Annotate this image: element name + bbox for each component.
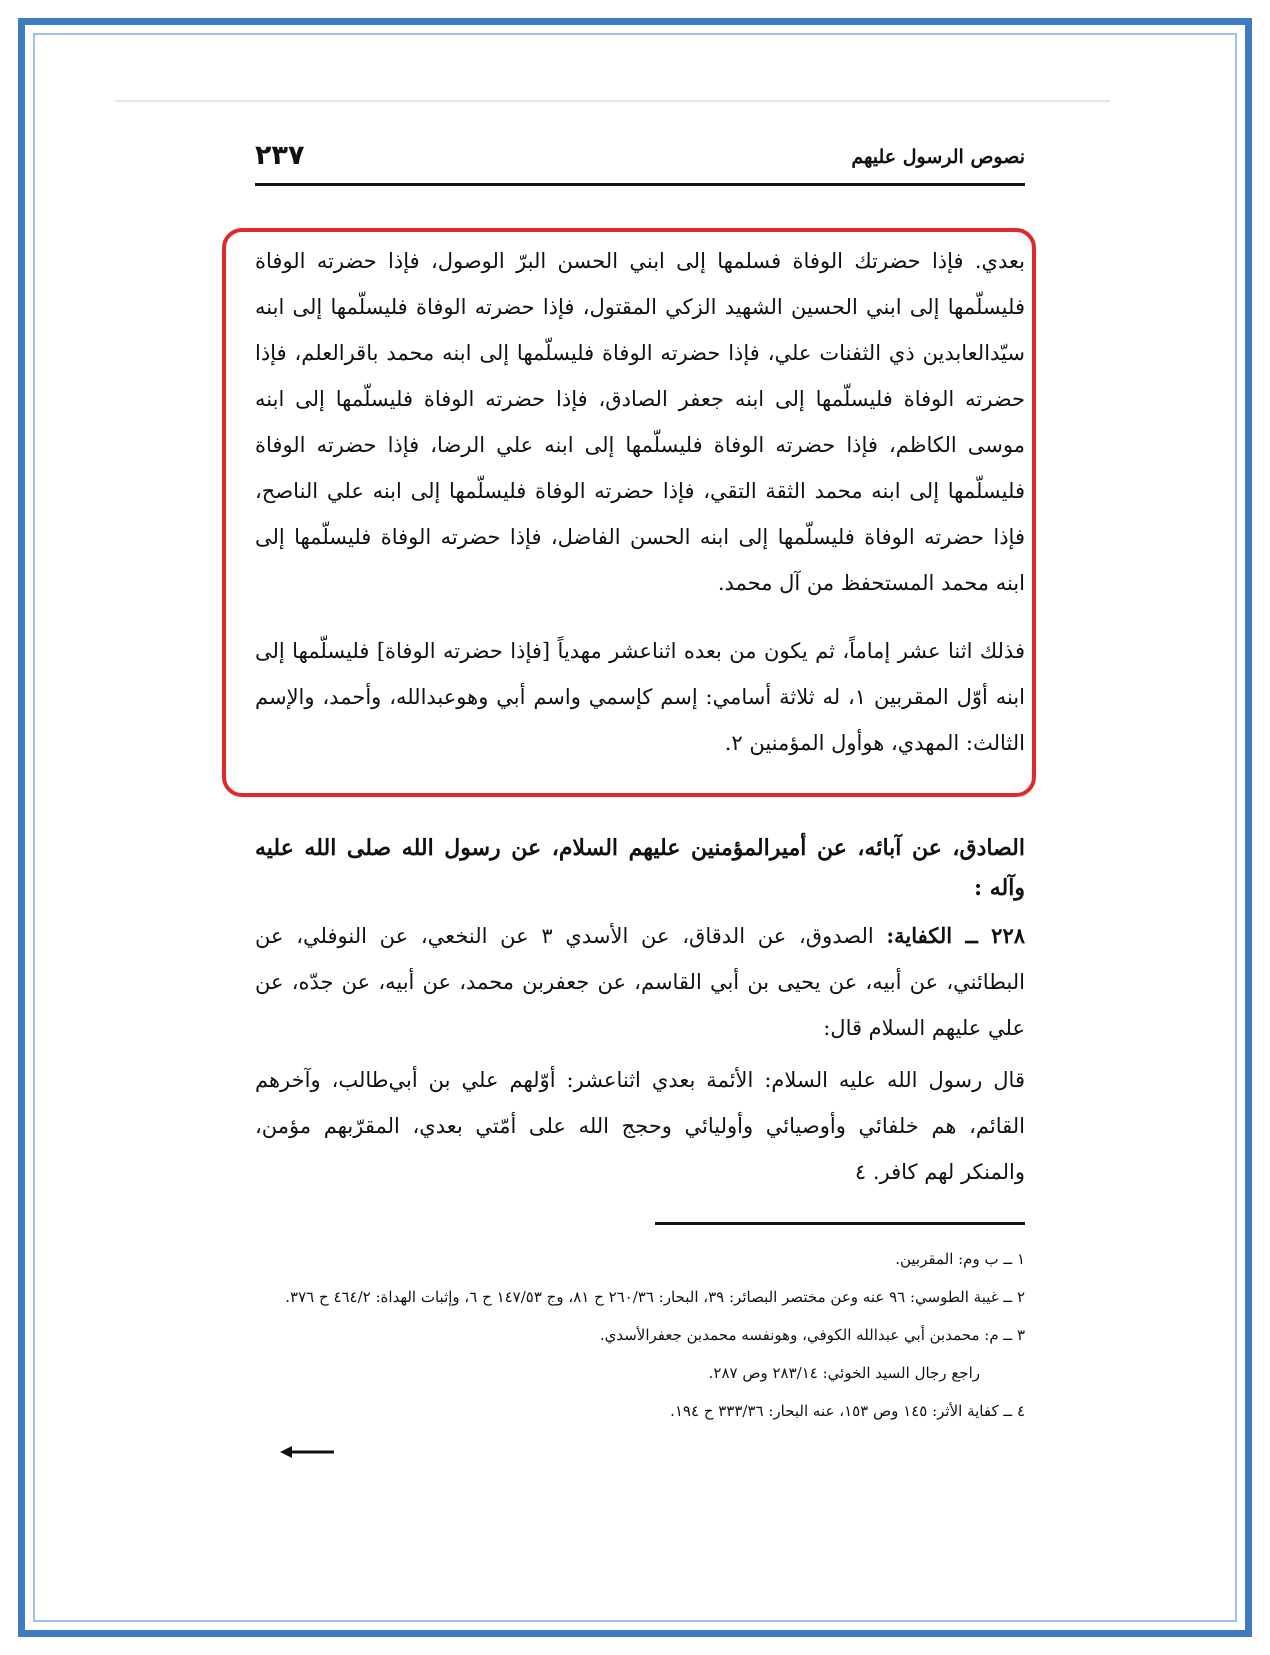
footnote-rule — [655, 1222, 1025, 1225]
footnote-4: ٤ ــ كفاية الأثر: ١٤٥ وص ١٥٣، عنه البحار: ٣٣٣/٣٦ ح ١٩٤. — [670, 1402, 1025, 1420]
hadith-isnad-text: الصدوق، عن الدقاق، عن الأسدي ٣ عن النخعي، عن النوفلي، عن البطائني، عن أبيه، عن يحيى بن أبي القاسم، عن جعفربن محمد، عن أبيه، عن جدّه، عن علي عليهم السلام قال: — [255, 924, 1025, 1040]
running-title: نصوص الرسول عليهم — [851, 146, 1025, 168]
footnote-1: ١ ــ ب وم: المقربين. — [895, 1250, 1025, 1268]
highlighted-paragraph-2: فذلك اثنا عشر إماماً، ثم يكون من بعده اثناعشر مهدياً [فإذا حضرته الوفاة] فليسلّمها إلى ابنه أوّل المقربين ١، له ثلاثة أسامي: إسم كإسمي واسم أبي وهوعبدالله، وأحمد، والإسم الثالث: المهدي، هوأول المؤمنين ٢. — [255, 639, 1025, 755]
chain-heading: الصادق، عن آبائه، عن أميرالمؤمنين عليهم السلام، عن رسول الله صلى الله عليه وآله : — [255, 835, 1025, 901]
arrow-left-icon[interactable] — [280, 1444, 335, 1460]
footnote-2: ٢ ــ غيبة الطوسي: ٩٦ عنه وعن مختصر البصائر: ٣٩، البحار: ٢٦٠/٣٦ ح ٨١، وج ١٤٧/٥٣ ح ٦، وإثبات الهداة: ٤٦٤/٢ ح ٣٧٦. — [285, 1288, 1025, 1306]
footnote-3-continued: راجع رجال السيد الخوئي: ٢٨٣/١٤ وص ٢٨٧. — [708, 1364, 980, 1382]
header-rule — [255, 183, 1025, 186]
hadith-isnad — [255, 913, 1025, 1051]
top-rule — [115, 100, 1110, 102]
hadith-matn: قال رسول الله عليه السلام: الأئمة بعدي اثناعشر: أوّلهم علي بن أبي‌طالب، وآخرهم القائم، هم خلفائي وأوصيائي وأوليائي وحجج الله على أمّتي بعدي، المقرّبهم مؤمن، والمنكر لهم كافر. ٤ — [255, 1068, 1025, 1184]
page-number: ٢٣٧ — [255, 140, 305, 171]
running-header — [255, 140, 1025, 180]
footnotes — [255, 1240, 1025, 1430]
hadith-number-source: ٢٢٨ ــ الكفاية: — [886, 923, 1026, 948]
footnote-3: ٣ ــ م: محمدبن أبي عبدالله الكوفي، وهونفسه محمدبن جعفرالأسدي. — [599, 1326, 1025, 1344]
highlighted-paragraph-1: بعدي. فإذا حضرتك الوفاة فسلمها إلى ابني الحسن البرّ الوصول، فإذا حضرته الوفاة فليسلّمها إلى ابني الحسين الشهيد الزكي المقتول، فإذا حضرته الوفاة فليسلّمها إلى ابنه سيّدالعابدين ذي الثفنات علي، فإذا حضرته الوفاة فليسلّمها إلى ابنه محمد باقرالعلم، فإذا حضرته الوفاة فليسلّمها إلى ابنه جعفر الصادق، فإذا حضرته الوفاة فليسلّمها إلى ابنه موسى الكاظم، فإذا حضرته الوفاة فليسلّمها إلى ابنه علي الرضا، فإذا حضرته الوفاة فليسلّمها إلى ابنه محمد الثقة التقي، فإذا حضرته الوفاة فليسلّمها إلى ابنه علي الناصح، فإذا حضرته الوفاة فليسلّمها إلى ابنه الحسن الفاضل، فإذا حضرته الوفاة فليسلّمها إلى ابنه محمد المستحفظ من آل محمد. — [255, 249, 1025, 595]
